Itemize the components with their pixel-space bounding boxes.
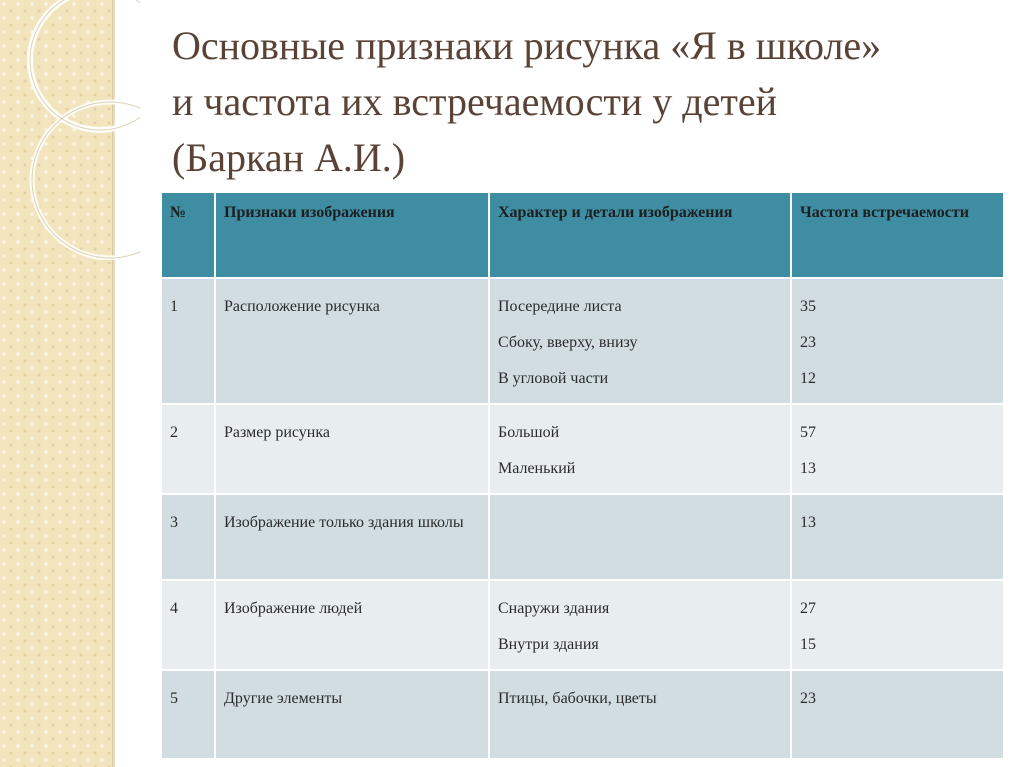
decorative-rings <box>0 0 140 260</box>
table-row <box>161 404 1004 494</box>
title-line-2: и частота их встречаемости у детей <box>172 79 778 124</box>
row-details <box>489 278 791 404</box>
row-frequency <box>791 670 1004 759</box>
detail-item: Сбоку, вверху, внизу <box>498 334 638 351</box>
detail-item: Снаружи здания <box>498 600 610 617</box>
detail-item: Маленький <box>498 460 576 477</box>
frequency-value: 23 <box>800 690 816 707</box>
table-row <box>161 278 1004 404</box>
row-number: 5 <box>161 670 215 759</box>
frequency-value: 13 <box>800 460 816 477</box>
row-frequency <box>791 580 1004 670</box>
detail-item: Птицы, бабочки, цветы <box>498 690 657 707</box>
row-frequency <box>791 494 1004 580</box>
frequency-value: 27 <box>800 600 816 617</box>
detail-item: Посередине листа <box>498 298 622 315</box>
frequency-value: 57 <box>800 424 816 441</box>
slide-title <box>172 18 992 186</box>
row-details <box>489 580 791 670</box>
features-table <box>160 191 1005 760</box>
header-feature: Признаки изображения <box>215 192 489 278</box>
row-details <box>489 494 791 580</box>
detail-item: В угловой части <box>498 370 609 387</box>
row-number: 1 <box>161 278 215 404</box>
table-header-row <box>161 192 1004 278</box>
header-number: № <box>161 192 215 278</box>
row-feature: Изображение людей <box>215 580 489 670</box>
row-feature: Расположение рисунка <box>215 278 489 404</box>
row-feature: Изображение только здания школы <box>215 494 489 580</box>
frequency-value: 23 <box>800 334 816 351</box>
title-line-1: Основные признаки рисунка «Я в школе» <box>172 23 882 68</box>
header-frequency: Частота встречаемости <box>791 192 1004 278</box>
title-line-3: (Баркан А.И.) <box>172 135 406 180</box>
detail-item: Внутри здания <box>498 636 599 653</box>
table-row <box>161 580 1004 670</box>
row-frequency <box>791 278 1004 404</box>
header-details: Характер и детали изображения <box>489 192 791 278</box>
frequency-value: 15 <box>800 636 816 653</box>
table-row <box>161 494 1004 580</box>
frequency-value: 13 <box>800 514 816 531</box>
frequency-value: 35 <box>800 298 816 315</box>
row-feature: Другие элементы <box>215 670 489 759</box>
row-details <box>489 670 791 759</box>
row-number: 4 <box>161 580 215 670</box>
frequency-value: 12 <box>800 370 816 387</box>
table-row <box>161 670 1004 759</box>
row-frequency <box>791 404 1004 494</box>
row-feature: Размер рисунка <box>215 404 489 494</box>
row-number: 3 <box>161 494 215 580</box>
detail-item: Большой <box>498 424 560 441</box>
row-details <box>489 404 791 494</box>
row-number: 2 <box>161 404 215 494</box>
